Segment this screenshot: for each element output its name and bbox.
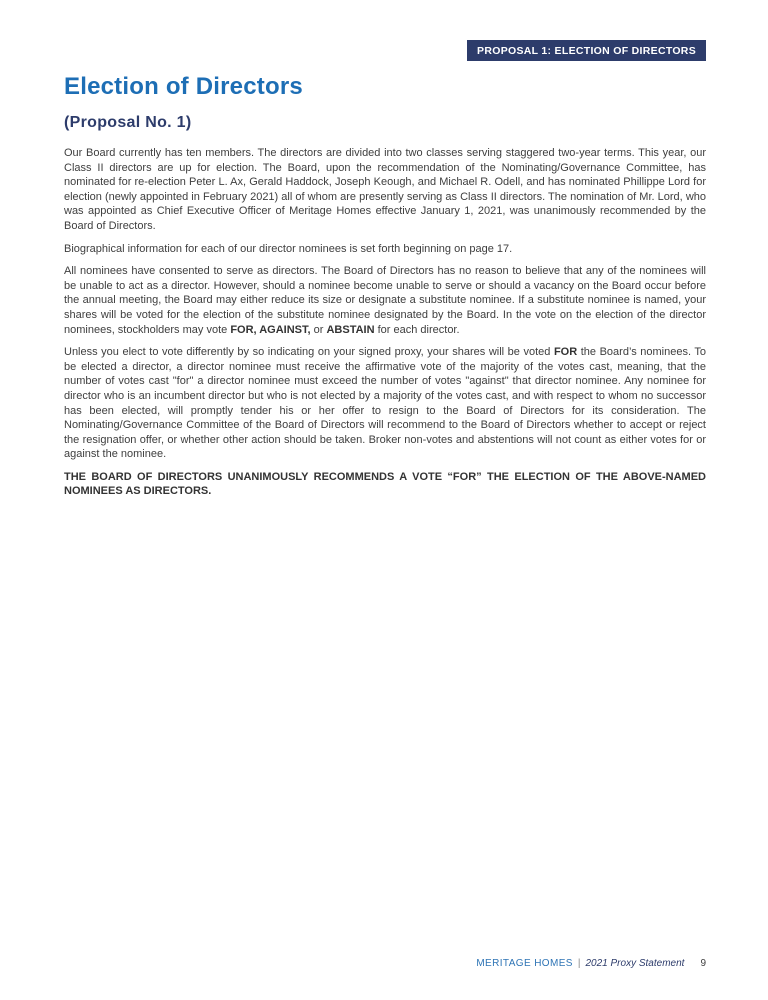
banner-row <box>64 40 706 61</box>
proposal-subtitle: (Proposal No. 1) <box>64 114 192 131</box>
proposal-banner: PROPOSAL 1: ELECTION OF DIRECTORS <box>467 40 706 61</box>
footer-doc-title: 2021 Proxy Statement <box>585 958 685 969</box>
page-footer <box>476 958 706 969</box>
page-title: Election of Directors <box>64 73 303 100</box>
body-paragraph-voting-rules: Unless you elect to vote differently by so indicating on your signed proxy, your shares will be voted FOR the Board’s nominees. To be elected a director, a director nominee must receive the affirmative vote of the majority of the votes cast, meaning, that the number of votes cast "for" a director nominee must exceed the number of votes "against" that director nominee. Any nominee for director who is an incumbent director but who is not elected by a majority of the votes cast, and with respect to whom no successor has been elected, will promptly tender his or her offer to resign to the Board of Directors for its consideration. The Nominating/Governance Committee of the Board of Directors will recommend to the Board of Directors whether to accept or reject the resignation offer, or whether other action should be taken. Broker non-votes and abstentions will not count as either votes for or against the nominee. <box>64 346 706 461</box>
body-paragraph-nominee-consent: All nominees have consented to serve as directors. The Board of Directors has no reason to believe that any of the nominees will be unable to act as a director. However, should a nominee become unable to serve or should a vacancy on the Board occur before the annual meeting, the Board may either reduce its size or designate a substitute nominee. If a substitute nominee is named, your shares will be voted for the election of the substitute nominee designated by the Board. In the vote on the election of the director nominees, stockholders may vote FOR, AGAINST, or ABSTAIN for each director. <box>64 265 706 336</box>
body-paragraph-board-recommendation: THE BOARD OF DIRECTORS UNANIMOUSLY RECOMMENDS A VOTE “FOR” THE ELECTION OF THE ABOVE-NAMED NOMINEES AS DIRECTORS. <box>64 470 706 498</box>
body-paragraph-biographical-info: Biographical information for each of our director nominees is set forth beginning on page 17. <box>64 242 513 255</box>
body-text <box>64 146 706 499</box>
footer-company: MERITAGE HOMES <box>476 958 573 969</box>
footer-page-number: 9 <box>700 958 706 969</box>
footer-separator: | <box>577 958 581 969</box>
body-paragraph-board-members: Our Board currently has ten members. The directors are divided into two classes serving staggered two-year terms. This year, our Class II directors are up for election. The Board, upon the recommendation of the Nominating/Governance Committee, has nominated for re-election Peter L. Ax, Gerald Haddock, Joseph Keough, and Michael R. Odell, and has nominated Phillippe Lord for election (newly appointed in February 2021) all of whom are presently serving as Class II directors. The nomination of Mr. Lord, who was appointed as Chief Executive Officer of Meritage Homes effective January 1, 2021, was unanimously recommended by the Board of Directors. <box>64 147 706 232</box>
